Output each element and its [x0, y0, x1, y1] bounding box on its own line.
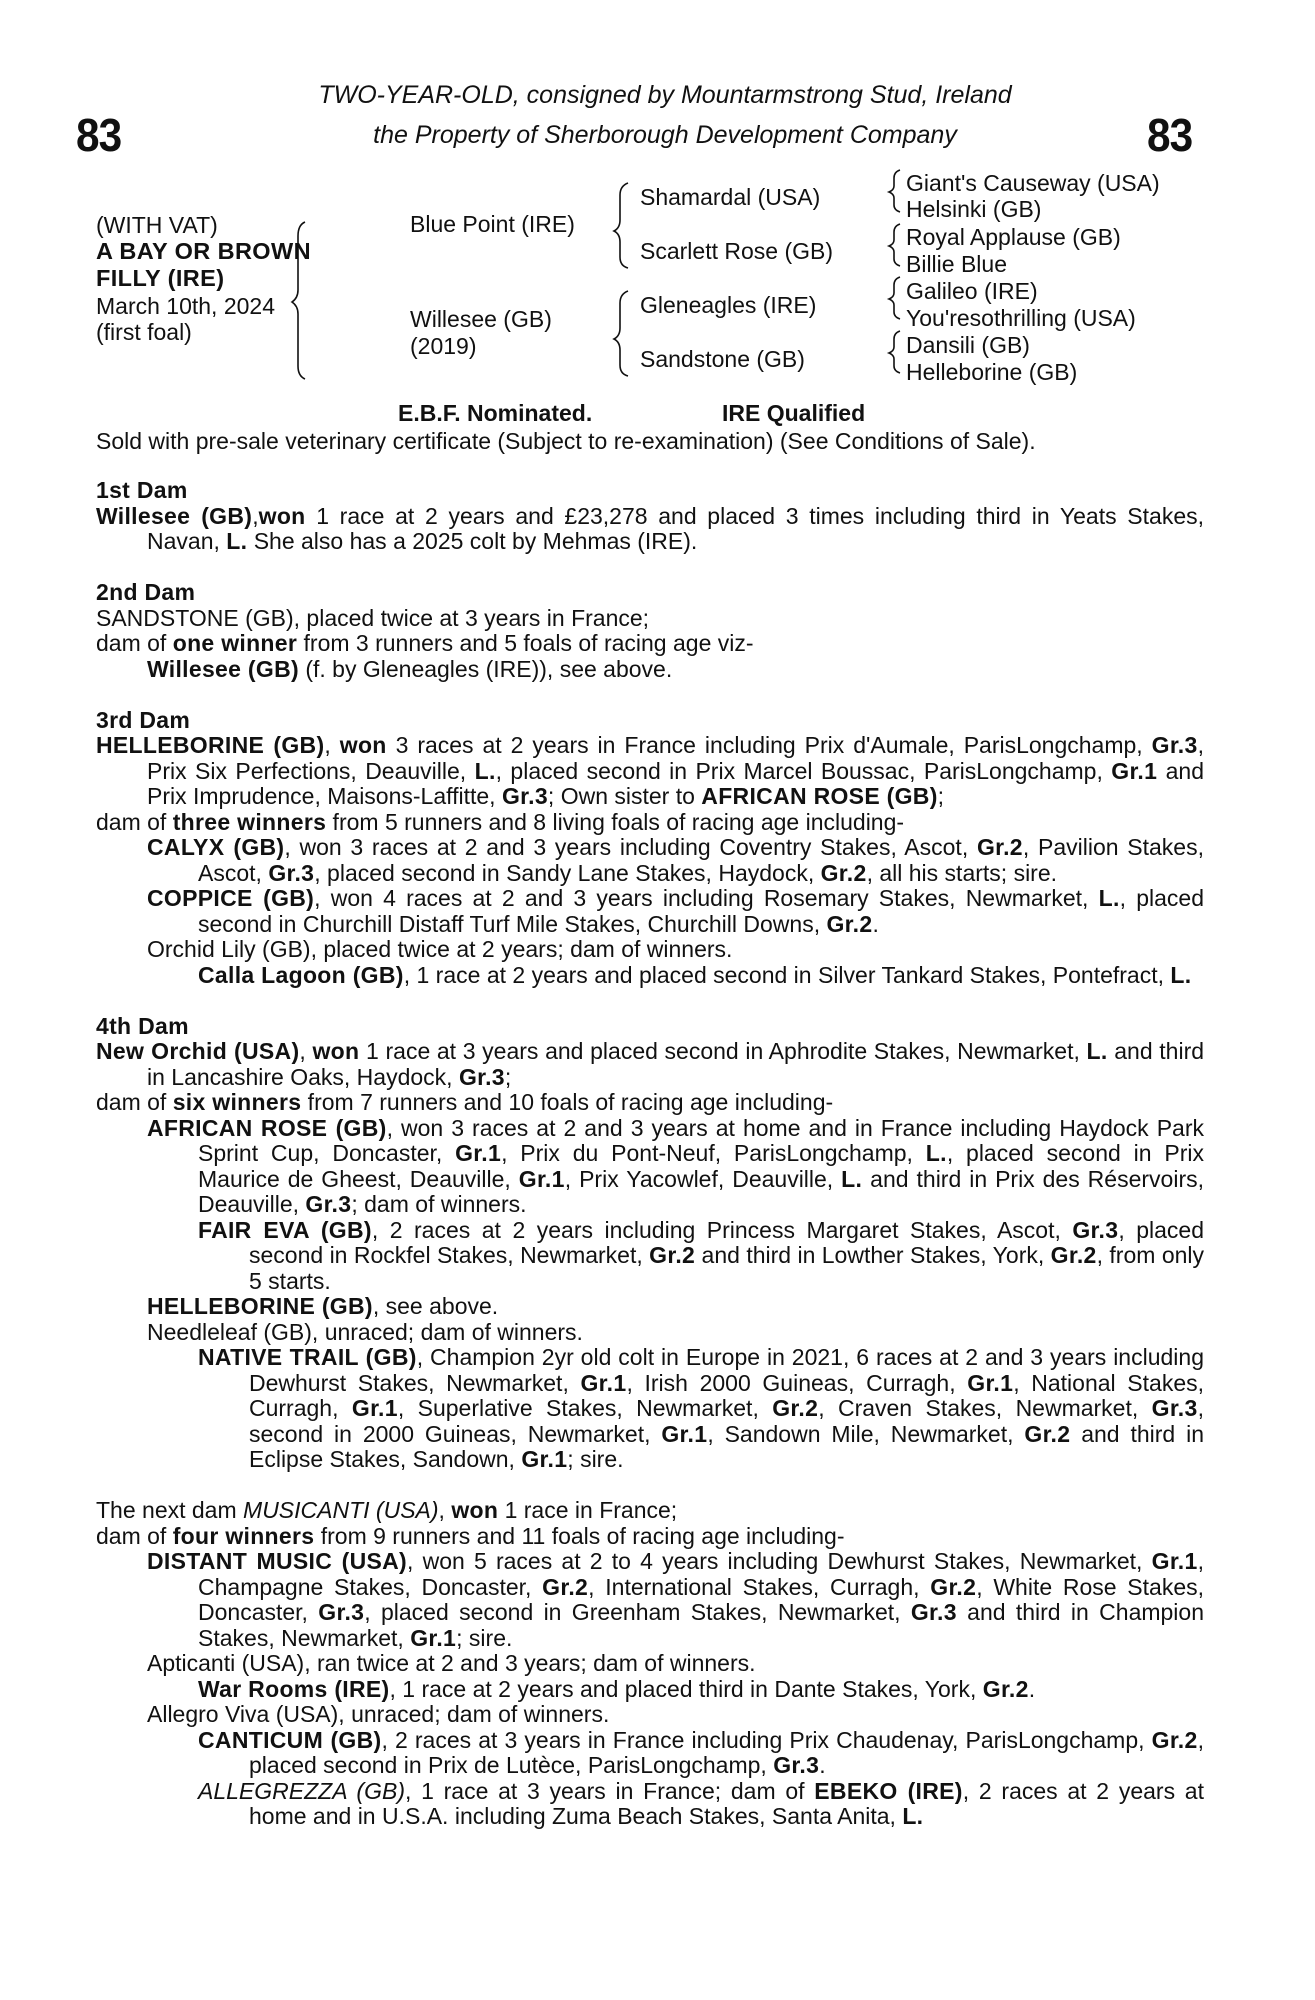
bold-text: won [258, 502, 306, 529]
bold-text: four winners [172, 1522, 315, 1549]
bold-text: L. [902, 1803, 924, 1829]
pedigree-entry [96, 1039, 1204, 1090]
bold-text: Gr.1 [580, 1369, 627, 1396]
section-gap [96, 682, 1204, 708]
pedigree-entry [147, 657, 1204, 683]
pedigree-entry [96, 504, 1204, 555]
pedigree-dd-dam: Helleborine (GB) [906, 359, 1078, 385]
entry-text: , Prix du Pont-Neuf, ParisLongchamp, [501, 1140, 926, 1166]
bold-text: L. [841, 1165, 863, 1192]
bold-text: Gr.2 [649, 1242, 696, 1268]
property-line: the Property of Sherborough Development Company [373, 121, 957, 149]
bold-text: one winner [172, 630, 298, 656]
dam-section [96, 478, 1204, 555]
pedigree-entry [96, 733, 1204, 810]
pedigree-entry [147, 1320, 1204, 1346]
entry-text: , placed second in Sandy Lane Stakes, Haydock, [314, 859, 821, 886]
entry-text: , [299, 1038, 313, 1064]
bold-text: Gr.1 [967, 1369, 1014, 1396]
pedigree-entry [96, 1090, 1204, 1116]
section-heading: 2nd Dam [96, 579, 196, 605]
bold-text: Gr.2 [1151, 1726, 1198, 1753]
section-gap [96, 988, 1204, 1014]
entry-text: and Prix Imprudence, Maisons-Laffitte, [147, 757, 1205, 809]
bold-text: Gr.3 [1151, 732, 1198, 758]
pedigree-ss-sire: Giant's Causeway (USA) [906, 170, 1160, 196]
bold-text: CANTICUM (GB) [198, 1726, 382, 1753]
entry-text: , placed second in Prix Marcel Boussac, ParisLongchamp, [495, 757, 1112, 784]
pedigree-ds-sire: Galileo (IRE) [906, 278, 1038, 304]
pedigree-sd-dam: Billie Blue [906, 251, 1007, 277]
entry-text: ; [504, 1063, 512, 1090]
bold-text: DISTANT MUSIC (USA) [147, 1548, 408, 1574]
bold-text: Gr.1 [1111, 757, 1158, 784]
entry-text: from 7 runners and 10 foals of racing age including- [301, 1089, 834, 1115]
entry-text: , placed second in Rockfel Stakes, Newmarket, [249, 1216, 1204, 1268]
entry-text: , see above. [372, 1293, 499, 1319]
bold-text: L. [925, 1140, 947, 1166]
pedigree-entry [147, 886, 1204, 937]
bold-text: EBEKO (IRE) [814, 1777, 963, 1804]
bold-text: Gr.3 [1072, 1216, 1119, 1243]
bold-text: Gr.3 [318, 1599, 365, 1625]
lot-number-right: 83 [1147, 109, 1193, 161]
entry-text: , 2 races at 2 years including Princess Margaret Stakes, Ascot, [371, 1216, 1073, 1243]
bold-text: Gr.2 [1024, 1420, 1071, 1447]
bold-text: L. [474, 757, 496, 784]
pedigree-entry [147, 1702, 1204, 1728]
entry-text: Apticanti (USA), ran twice at 2 and 3 years; dam of winners. [147, 1650, 756, 1676]
entry-text: , Sandown Mile, Newmarket, [707, 1420, 1025, 1447]
entry-text: dam of [96, 630, 173, 656]
entry-text: 1 race at 2 years and £23,278 and placed 3 times including third in Yeats Stakes, Navan, [147, 502, 1204, 554]
entry-text: 1 race in France; [498, 1497, 678, 1523]
bold-text: Gr.1 [351, 1395, 398, 1421]
bold-text: L. [226, 528, 248, 554]
pedigree-entry [198, 1218, 1204, 1295]
pedigree-dam-year: (2019) [410, 333, 477, 359]
bold-text: AFRICAN ROSE (GB) [147, 1114, 387, 1141]
pedigree-sire-dam: Scarlett Rose (GB) [640, 238, 833, 264]
pedigree-entry [147, 937, 1204, 963]
pedigree-dam-sire: Gleneagles (IRE) [640, 292, 817, 318]
entry-text: , [324, 732, 340, 758]
entry-text: 1 race at 3 years and placed second in Aphrodite Stakes, Newmarket, [359, 1038, 1087, 1064]
entry-text: Orchid Lily (GB), placed twice at 2 years; dam of winners. [147, 936, 733, 962]
bold-text: three winners [172, 808, 327, 835]
pedigree-dam-dam: Sandstone (GB) [640, 346, 805, 372]
sd-brace [889, 224, 900, 266]
bold-text: Gr.3 [773, 1752, 820, 1778]
pedigree-entry [147, 1651, 1204, 1677]
sire-brace [614, 183, 628, 268]
entry-text: dam of [96, 808, 173, 835]
entry-text: Allegro Viva (USA), unraced; dam of winners. [147, 1701, 610, 1727]
entry-text: , [252, 502, 259, 529]
italic-text: ALLEGREZZA (GB) [198, 1777, 405, 1804]
bold-text: six winners [172, 1089, 302, 1115]
italic-text: MUSICANTI (USA) [243, 1497, 439, 1523]
pedigree-entry [147, 1549, 1204, 1651]
entry-text: , Champion 2yr old colt in Europe in 2021, 6 races at 2 and 3 years including Dewhurst Stakes, Newmarket, [249, 1344, 1204, 1396]
foal-description-line1: A BAY OR BROWN [96, 238, 311, 264]
bold-text: COPPICE (GB) [147, 885, 315, 911]
pedigree-entry [147, 835, 1204, 886]
pedigree-entry [198, 1728, 1204, 1779]
bold-text: HELLEBORINE (GB) [147, 1293, 373, 1319]
section-gap [96, 1473, 1204, 1499]
ebf-nominated: E.B.F. Nominated. [398, 400, 593, 426]
pedigree-dd-sire: Dansili (GB) [906, 332, 1030, 358]
vat-label: (WITH VAT) [96, 212, 218, 238]
bold-text: Gr.3 [458, 1063, 505, 1090]
section-gap [96, 555, 1204, 581]
bold-text: War Rooms (IRE) [198, 1675, 390, 1702]
pedigree-entry [198, 963, 1204, 989]
entry-text: 3 races at 2 years in France including Prix d'Aumale, ParisLongchamp, [386, 732, 1152, 758]
entry-text: ; sire. [456, 1624, 513, 1651]
entry-text: , won 3 races at 2 and 3 years including Coventry Stakes, Ascot, [284, 834, 977, 860]
pedigree-entry [96, 1498, 1204, 1524]
entry-text: dam of [96, 1089, 173, 1115]
bold-text: Calla Lagoon (GB) [198, 961, 404, 988]
entry-text: and third in Lancashire Oaks, Haydock, [147, 1038, 1205, 1090]
entry-text: , Craven Stakes, Newmarket, [818, 1395, 1152, 1421]
entry-text: SANDSTONE (GB), placed twice at 3 years in France; [96, 604, 650, 631]
ire-qualified: IRE Qualified [722, 400, 866, 426]
pedigree-entry [198, 1345, 1204, 1473]
pedigree-sd-sire: Royal Applause (GB) [906, 224, 1121, 250]
bold-text: Gr.1 [410, 1624, 457, 1651]
bold-text: Gr.3 [910, 1599, 957, 1625]
entry-text: . [872, 910, 879, 937]
entry-text: , 1 race at 3 years in France; dam of [404, 1777, 815, 1804]
pedigree-ds-dam: You'resothrilling (USA) [906, 305, 1136, 331]
pedigree-entry [96, 1524, 1204, 1550]
foaling-date: March 10th, 2024 [96, 293, 276, 319]
entry-text: from 3 runners and 5 foals of racing age viz- [297, 630, 754, 656]
dam-section [96, 1014, 1204, 1473]
entry-text: ; [937, 783, 945, 809]
entry-text: , Superlative Stakes, Newmarket, [397, 1395, 773, 1421]
bold-text: Gr.2 [930, 1573, 977, 1600]
dam-section [96, 1498, 1204, 1830]
section-heading: 4th Dam [96, 1012, 189, 1039]
entry-text: The next dam [96, 1497, 244, 1523]
entry-text: , from only 5 starts. [249, 1242, 1205, 1294]
bold-text: CALYX (GB) [147, 834, 285, 860]
section-heading: 1st Dam [96, 477, 188, 503]
pedigree-entry [96, 631, 1204, 657]
entry-text: , Prix Yacowlef, Deauville, [564, 1165, 842, 1192]
consignor-line: TWO-YEAR-OLD, consigned by Mountarmstrong Stud, Ireland [318, 81, 1012, 109]
bold-text: Gr.2 [542, 1573, 589, 1600]
bold-text: won [451, 1497, 499, 1523]
pedigree-entry [198, 1677, 1204, 1703]
entry-text: , placed second in Prix Maurice de Gheest, Deauville, [198, 1140, 1204, 1192]
entry-text: , National Stakes, Curragh, [249, 1369, 1204, 1421]
pedigree-sire: Blue Point (IRE) [410, 211, 575, 237]
dam-brace [614, 291, 628, 376]
entry-text: , [438, 1497, 452, 1523]
bold-text: Willesee (GB) [147, 655, 299, 682]
entry-text: , 2 races at 2 years at home and in U.S.A. including Zuma Beach Stakes, Santa Anita, [249, 1777, 1204, 1829]
ds-brace [889, 277, 900, 319]
bold-text: Gr.1 [1151, 1548, 1198, 1574]
bold-text: HELLEBORINE (GB) [96, 732, 325, 758]
pedigree-entry [198, 1779, 1204, 1830]
veterinary-certificate-note: Sold with pre-sale veterinary certificate (Subject to re-examination) (See Conditions of Sale). [96, 428, 1036, 454]
entry-text: , placed second in Greenham Stakes, Newmarket, [364, 1599, 911, 1625]
entry-text: . [819, 1752, 826, 1778]
section-heading: 3rd Dam [96, 706, 191, 733]
bold-text: Gr.2 [982, 1675, 1029, 1702]
bold-text: L. [1170, 961, 1192, 988]
ss-brace [889, 170, 900, 212]
bold-text: NATIVE TRAIL (GB) [198, 1344, 417, 1370]
dam-section [96, 708, 1204, 989]
entry-text: , Champagne Stakes, Doncaster, [198, 1548, 1204, 1600]
entry-text: ; Own sister to [547, 783, 702, 809]
entry-text: . [1028, 1675, 1036, 1702]
bold-text: Gr.3 [305, 1191, 352, 1217]
entry-text: from 5 runners and 8 living foals of racing age including- [326, 808, 905, 835]
dd-brace [889, 331, 900, 373]
bold-text: New Orchid (USA) [96, 1038, 300, 1064]
entry-text: , International Stakes, Curragh, [588, 1573, 931, 1600]
entry-text: , placed second in Churchill Distaff Turf Mile Stakes, Churchill Downs, [198, 885, 1204, 937]
bold-text: FAIR EVA (GB) [198, 1216, 372, 1243]
main-brace [292, 222, 305, 379]
bold-text: Gr.3 [268, 859, 315, 886]
entry-text: , 2 races at 3 years in France including Prix Chaudenay, ParisLongchamp, [381, 1726, 1152, 1753]
entry-text: She also has a 2025 colt by Mehmas (IRE). [247, 528, 698, 554]
entry-text: (f. by Gleneagles (IRE)), see above. [298, 655, 673, 682]
entry-text: , Prix Six Perfections, Deauville, [147, 732, 1204, 784]
first-foal-note: (first foal) [96, 319, 192, 345]
entry-text: , all his starts; sire. [866, 859, 1058, 886]
lot-number-left: 83 [76, 109, 122, 161]
bold-text: won [312, 1038, 360, 1064]
entry-text: ; dam of winners. [351, 1191, 527, 1217]
entry-text: , second in 2000 Guineas, Newmarket, [249, 1395, 1204, 1447]
bold-text: Gr.1 [521, 1446, 568, 1472]
dam-section [96, 580, 1204, 682]
entry-text: , Pavilion Stakes, Ascot, [198, 834, 1204, 886]
entry-text: , won 4 races at 2 and 3 years including Rosemary Stakes, Newmarket, [314, 885, 1099, 911]
entry-text: , placed second in Prix de Lutèce, ParisLongchamp, [249, 1726, 1204, 1778]
bold-text: Gr.3 [1151, 1395, 1198, 1421]
entry-text: , 1 race at 2 years and placed second in Silver Tankard Stakes, Pontefract, [403, 961, 1171, 988]
entry-text: , White Rose Stakes, Doncaster, [198, 1573, 1204, 1625]
bold-text: won [339, 732, 387, 758]
entry-text: and third in Champion Stakes, Newmarket, [198, 1599, 1204, 1651]
entry-text: and third in Lowther Stakes, York, [695, 1242, 1051, 1268]
pedigree-entry [147, 1294, 1204, 1320]
entry-text: , Irish 2000 Guineas, Curragh, [626, 1369, 968, 1396]
bold-text: Gr.3 [501, 783, 548, 809]
bold-text: Willesee (GB) [96, 502, 253, 529]
bold-text: Gr.2 [772, 1395, 819, 1421]
pedigree-sire-sire: Shamardal (USA) [640, 184, 821, 210]
entry-text: , 1 race at 2 years and placed third in Dante Stakes, York, [389, 1675, 983, 1702]
entry-text: ; sire. [567, 1446, 624, 1472]
pedigree-entry [96, 810, 1204, 836]
produce-record [96, 478, 1204, 1830]
entry-text: , won 5 races at 2 to 4 years including Dewhurst Stakes, Newmarket, [407, 1548, 1152, 1574]
pedigree-entry [96, 606, 1204, 632]
entry-text: from 9 runners and 11 foals of racing age including- [314, 1522, 845, 1549]
bold-text: Gr.1 [661, 1420, 708, 1447]
bold-text: L. [1086, 1038, 1108, 1064]
entry-text: and third in Eclipse Stakes, Sandown, [249, 1420, 1204, 1472]
bold-text: Gr.1 [518, 1165, 565, 1192]
entry-text: Needleleaf (GB), unraced; dam of winners. [147, 1318, 583, 1345]
bold-text: Gr.2 [826, 910, 873, 937]
bold-text: Gr.2 [820, 859, 867, 886]
bold-text: AFRICAN ROSE (GB) [701, 783, 938, 809]
pedigree-ss-dam: Helsinki (GB) [906, 196, 1042, 222]
bold-text: Gr.2 [1050, 1242, 1097, 1268]
bold-text: Gr.1 [455, 1140, 502, 1166]
pedigree-dam: Willesee (GB) [410, 306, 552, 332]
entry-text: and third in Prix des Réservoirs, Deauville, [198, 1165, 1204, 1217]
bold-text: L. [1098, 885, 1120, 911]
pedigree-entry [147, 1116, 1204, 1218]
foal-description-line2: FILLY (IRE) [96, 265, 225, 291]
entry-text: dam of [96, 1522, 173, 1549]
bold-text: Gr.2 [976, 834, 1023, 860]
entry-text: , won 3 races at 2 and 3 years at home and in France including Haydock Park Sprint Cup, Doncaster, [198, 1114, 1204, 1166]
